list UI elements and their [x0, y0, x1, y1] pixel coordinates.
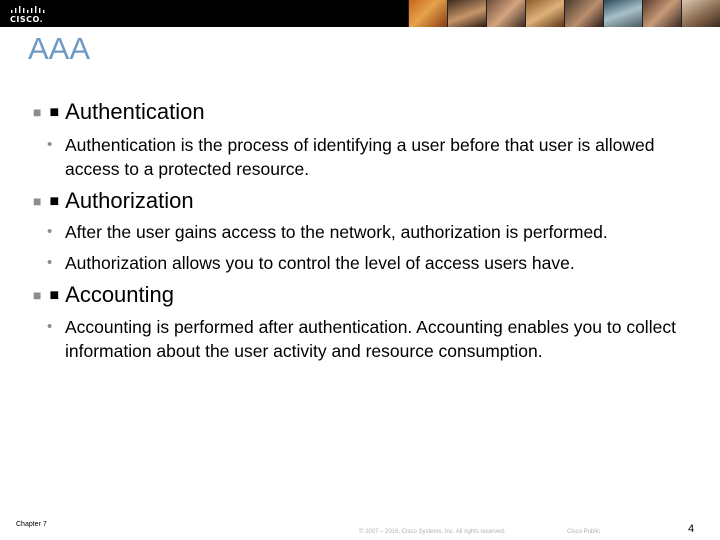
- header-photo: [486, 0, 525, 27]
- bullet-dot-icon: •: [47, 318, 53, 335]
- cisco-bars-icon: [10, 5, 46, 14]
- section-heading: [33, 99, 205, 126]
- chapter-label: Chapter 7: [16, 521, 47, 528]
- section-heading-text: Authorization: [65, 188, 194, 213]
- square-bullet-icon: ■: [33, 193, 42, 209]
- section-heading: [33, 282, 174, 309]
- logo-text: CISCO.: [10, 15, 44, 24]
- square-bullet-icon: ■: [33, 104, 42, 120]
- bullet-text: Authorization allows you to control the level of access users have.: [65, 253, 575, 273]
- black-square-icon: ■: [49, 193, 60, 210]
- cisco-logo: [8, 3, 48, 25]
- copyright-text: © 2007 – 2016, Cisco Systems, Inc. All rights reserved.: [359, 529, 506, 535]
- section-heading-text: Accounting: [65, 282, 174, 307]
- header-photo: [564, 0, 603, 27]
- square-bullet-icon: ■: [33, 287, 42, 303]
- header-photo: [642, 0, 681, 27]
- bullet-point: [47, 133, 697, 181]
- header-photo: [447, 0, 486, 27]
- black-square-icon: ■: [49, 104, 60, 121]
- header-photo: [681, 0, 720, 27]
- black-square-icon: ■: [49, 287, 60, 304]
- header-photo-strip: [408, 0, 720, 27]
- classification-label: Cisco Public: [567, 529, 601, 535]
- bullet-text: Accounting is performed after authentication. Accounting enables you to collect information about the user activity and resource consumption.: [65, 317, 676, 361]
- bullet-dot-icon: •: [47, 254, 53, 271]
- bullet-point: [47, 251, 697, 275]
- bullet-text: Authentication is the process of identifying a user before that user is allowed access to a protected resource.: [65, 135, 655, 179]
- slide-title: AAA: [28, 31, 91, 66]
- header-photo: [525, 0, 564, 27]
- header-photo: [408, 0, 447, 27]
- bullet-dot-icon: •: [47, 223, 53, 240]
- header-bar: [0, 0, 720, 27]
- header-photo: [603, 0, 642, 27]
- bullet-point: [47, 220, 697, 244]
- section-heading: [33, 188, 194, 215]
- bullet-text: After the user gains access to the network, authorization is performed.: [65, 222, 608, 242]
- bullet-dot-icon: •: [47, 136, 53, 153]
- bullet-point: [47, 315, 697, 363]
- page-number: 4: [688, 523, 695, 535]
- section-heading-text: Authentication: [65, 99, 205, 124]
